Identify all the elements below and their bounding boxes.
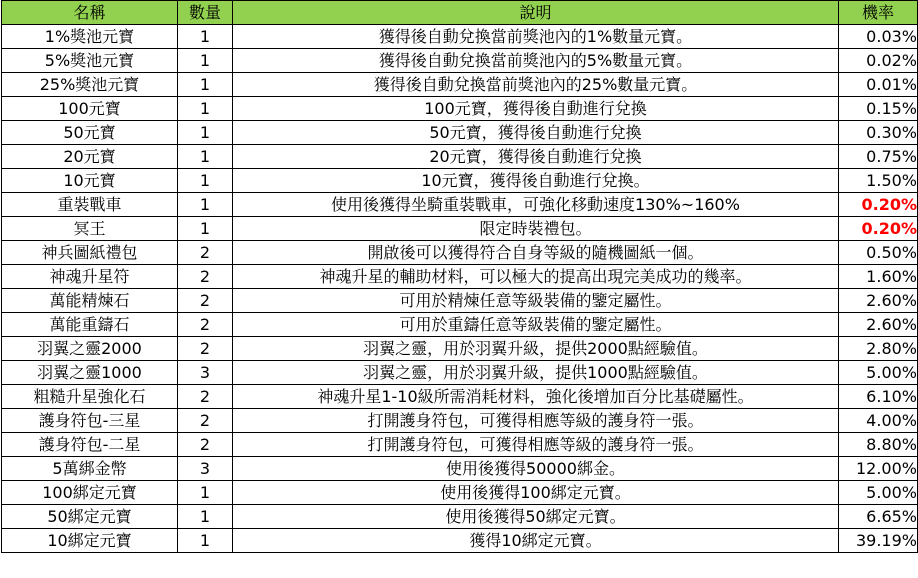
table-row — [2, 193, 918, 217]
probability-cell: 2.60% — [839, 313, 918, 337]
table-row — [2, 217, 918, 241]
quantity-cell: 2 — [178, 265, 233, 289]
quantity-cell: 2 — [178, 313, 233, 337]
header-description: 說明 — [233, 1, 839, 25]
description-cell: 100元寶，獲得後自動進行兌換 — [233, 97, 839, 121]
probability-cell: 0.30% — [839, 121, 918, 145]
probability-cell: 5.00% — [839, 481, 918, 505]
table-row — [2, 313, 918, 337]
quantity-cell: 2 — [178, 241, 233, 265]
table-row — [2, 241, 918, 265]
description-cell: 可用於重鑄任意等級裝備的鑒定屬性。 — [233, 313, 839, 337]
item-name-cell: 50綁定元寶 — [2, 505, 178, 529]
quantity-cell: 1 — [178, 481, 233, 505]
description-cell: 開啟後可以獲得符合自身等級的隨機圖紙一個。 — [233, 241, 839, 265]
item-name-cell: 護身符包-二星 — [2, 433, 178, 457]
item-name-cell: 重裝戰車 — [2, 193, 178, 217]
item-name-cell: 10元寶 — [2, 169, 178, 193]
quantity-cell: 1 — [178, 49, 233, 73]
table-row — [2, 409, 918, 433]
quantity-cell: 1 — [178, 505, 233, 529]
description-cell: 打開護身符包，可獲得相應等級的護身符一張。 — [233, 433, 839, 457]
header-probability: 機率 — [839, 1, 918, 25]
item-name-cell: 25%獎池元寶 — [2, 73, 178, 97]
probability-cell: 0.50% — [839, 241, 918, 265]
probability-cell: 4.00% — [839, 409, 918, 433]
probability-cell: 2.80% — [839, 337, 918, 361]
description-cell: 20元寶，獲得後自動進行兌換 — [233, 145, 839, 169]
item-name-cell: 萬能精煉石 — [2, 289, 178, 313]
item-name-cell: 萬能重鑄石 — [2, 313, 178, 337]
description-cell: 使用後獲得50綁定元寶。 — [233, 505, 839, 529]
item-name-cell: 100綁定元寶 — [2, 481, 178, 505]
quantity-cell: 2 — [178, 337, 233, 361]
quantity-cell: 1 — [178, 193, 233, 217]
quantity-cell: 2 — [178, 433, 233, 457]
header-name: 名稱 — [2, 1, 178, 25]
description-cell: 獲得10綁定元寶。 — [233, 529, 839, 553]
description-cell: 50元寶，獲得後自動進行兌換 — [233, 121, 839, 145]
description-cell: 10元寶，獲得後自動進行兌換。 — [233, 169, 839, 193]
description-cell: 神魂升星1-10級所需消耗材料，強化後增加百分比基礎屬性。 — [233, 385, 839, 409]
description-cell: 使用後獲得坐騎重裝戰車，可強化移動速度130%~160% — [233, 193, 839, 217]
table-row — [2, 73, 918, 97]
quantity-cell: 1 — [178, 73, 233, 97]
probability-cell: 39.19% — [839, 529, 918, 553]
probability-cell: 1.50% — [839, 169, 918, 193]
item-name-cell: 羽翼之靈2000 — [2, 337, 178, 361]
probability-cell: 0.20% — [839, 193, 918, 217]
description-cell: 神魂升星的輔助材料，可以極大的提高出現完美成功的幾率。 — [233, 265, 839, 289]
probability-cell: 8.80% — [839, 433, 918, 457]
item-name-cell: 冥王 — [2, 217, 178, 241]
item-name-cell: 5%獎池元寶 — [2, 49, 178, 73]
item-name-cell: 粗糙升星強化石 — [2, 385, 178, 409]
description-cell: 羽翼之靈，用於羽翼升級，提供2000點經驗值。 — [233, 337, 839, 361]
description-cell: 打開護身符包，可獲得相應等級的護身符一張。 — [233, 409, 839, 433]
table-row — [2, 25, 918, 49]
quantity-cell: 1 — [178, 97, 233, 121]
item-name-cell: 護身符包-三星 — [2, 409, 178, 433]
probability-cell: 0.02% — [839, 49, 918, 73]
description-cell: 羽翼之靈，用於羽翼升級，提供1000點經驗值。 — [233, 361, 839, 385]
quantity-cell: 2 — [178, 409, 233, 433]
table-header — [2, 1, 918, 25]
item-name-cell: 50元寶 — [2, 121, 178, 145]
item-name-cell: 神兵圖紙禮包 — [2, 241, 178, 265]
item-name-cell: 5萬綁金幣 — [2, 457, 178, 481]
table-row — [2, 289, 918, 313]
description-cell: 使用後獲得50000綁金。 — [233, 457, 839, 481]
table-row — [2, 361, 918, 385]
probability-cell: 2.60% — [839, 289, 918, 313]
probability-cell: 12.00% — [839, 457, 918, 481]
probability-cell: 6.10% — [839, 385, 918, 409]
probability-cell: 6.65% — [839, 505, 918, 529]
item-name-cell: 10綁定元寶 — [2, 529, 178, 553]
description-cell: 獲得後自動兌換當前獎池內的1%數量元寶。 — [233, 25, 839, 49]
item-name-cell: 100元寶 — [2, 97, 178, 121]
probability-cell: 1.60% — [839, 265, 918, 289]
probability-cell: 0.15% — [839, 97, 918, 121]
table-row — [2, 265, 918, 289]
quantity-cell: 1 — [178, 121, 233, 145]
probability-cell: 0.75% — [839, 145, 918, 169]
quantity-cell: 1 — [178, 217, 233, 241]
quantity-cell: 1 — [178, 169, 233, 193]
description-cell: 獲得後自動兌換當前獎池內的5%數量元寶。 — [233, 49, 839, 73]
description-cell: 可用於精煉任意等級裝備的鑒定屬性。 — [233, 289, 839, 313]
quantity-cell: 3 — [178, 457, 233, 481]
description-cell: 限定時裝禮包。 — [233, 217, 839, 241]
table-row — [2, 433, 918, 457]
probability-cell: 5.00% — [839, 361, 918, 385]
probability-cell: 0.01% — [839, 73, 918, 97]
table-row — [2, 49, 918, 73]
table-body — [2, 25, 918, 553]
description-cell: 獲得後自動兌換當前獎池內的25%數量元寶。 — [233, 73, 839, 97]
quantity-cell: 3 — [178, 361, 233, 385]
table-row — [2, 97, 918, 121]
item-name-cell: 1%獎池元寶 — [2, 25, 178, 49]
table-row — [2, 529, 918, 553]
probability-cell: 0.03% — [839, 25, 918, 49]
table-row — [2, 337, 918, 361]
header-row — [2, 1, 918, 25]
quantity-cell: 1 — [178, 529, 233, 553]
table-row — [2, 457, 918, 481]
item-name-cell: 神魂升星符 — [2, 265, 178, 289]
quantity-cell: 1 — [178, 145, 233, 169]
table-row — [2, 121, 918, 145]
header-quantity: 數量 — [178, 1, 233, 25]
description-cell: 使用後獲得100綁定元寶。 — [233, 481, 839, 505]
quantity-cell: 2 — [178, 289, 233, 313]
item-name-cell: 20元寶 — [2, 145, 178, 169]
table-row — [2, 145, 918, 169]
quantity-cell: 1 — [178, 25, 233, 49]
table-row — [2, 169, 918, 193]
prize-probability-table — [1, 0, 918, 553]
item-name-cell: 羽翼之靈1000 — [2, 361, 178, 385]
table-row — [2, 481, 918, 505]
table-row — [2, 385, 918, 409]
probability-cell: 0.20% — [839, 217, 918, 241]
quantity-cell: 2 — [178, 385, 233, 409]
table-row — [2, 505, 918, 529]
